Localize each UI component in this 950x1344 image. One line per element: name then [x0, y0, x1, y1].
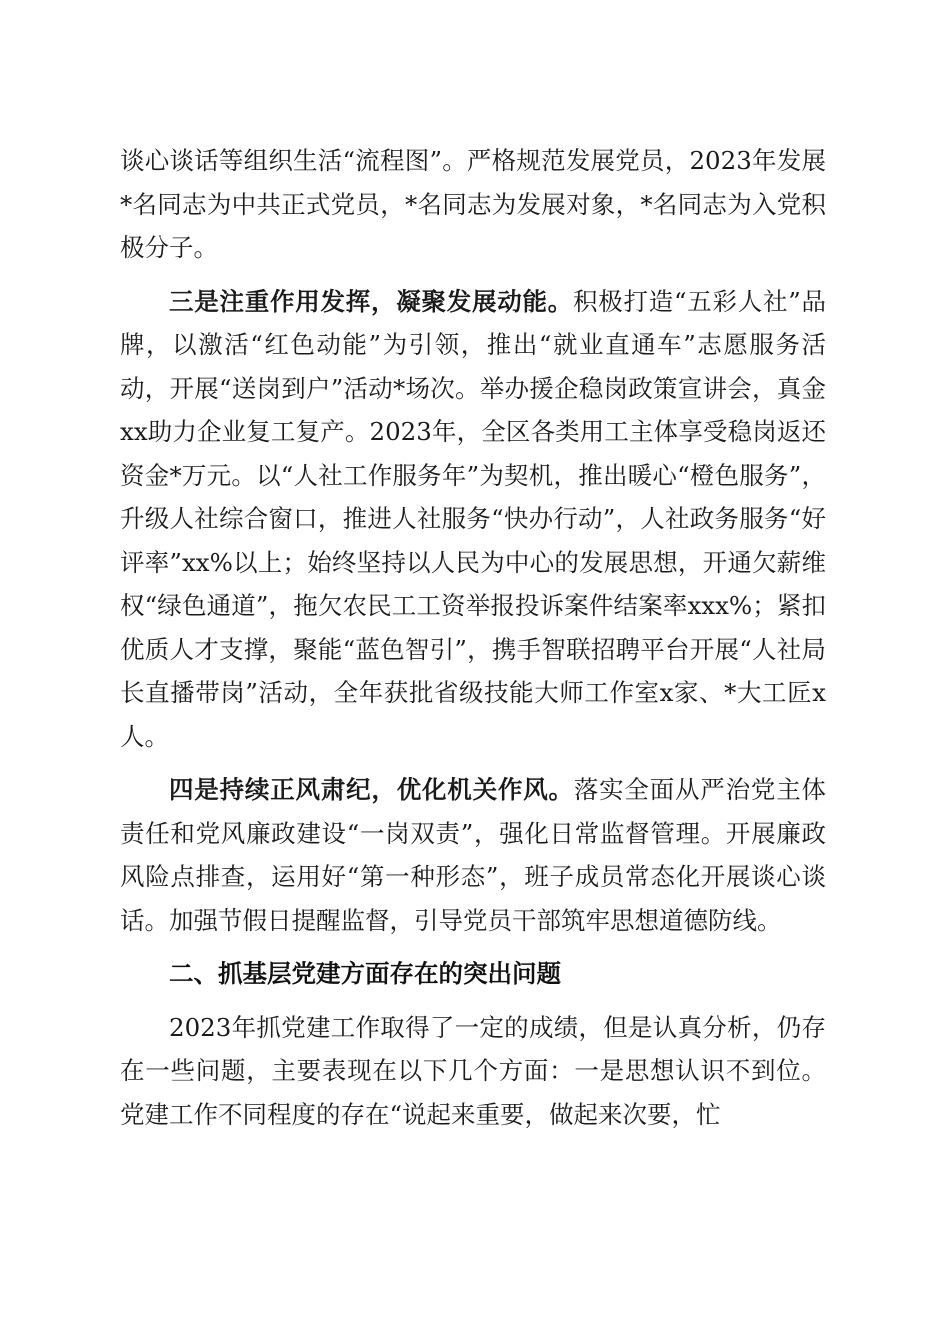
paragraph-text: 落实全面从严治党主体责任和党风廉政建设“一岗双责”，强化日常监督管理。开展廉政风险点排查，运用好“第一种形态”，班子成员常态化开展谈心谈话。加强节假日提醒监督，引导党员干部筑牢思想道德防线。: [120, 775, 827, 935]
paragraph-discipline: [120, 768, 826, 942]
paragraph-text: 谈心谈话等组织生活“流程图”。严格规范发展党员，2023年发展*名同志为中共正式党员，*名同志为发展对象，*名同志为入党积极分子。: [120, 146, 826, 262]
section-heading: 二、抓基层党建方面存在的突出问题: [169, 959, 561, 988]
paragraph-organizational-life: [120, 139, 826, 270]
paragraph-text: 2023年抓党建工作取得了一定的成绩，但是认真分析，仍存在一些问题，主要表现在以下几个方面：一是思想认识不到位。党建工作不同程度的存在“说起来重要，做起来次要，忙: [120, 1012, 826, 1129]
paragraph-lead-heading: 四是持续正风肃纪，优化机关作风。: [169, 775, 574, 804]
document-body: [120, 139, 826, 1146]
paragraph-text: 积极打造“五彩人社”品牌，以激活“红色动能”为引领，推出“就业直通车”志愿服务活动，开展“送岗到户”活动*场次。举办援企稳岗政策宣讲会，真金xx助力企业复工复产。2023年，全区各类用工主体享受稳岗返还资金*万元。以“人社工作服务年”为契机，推出暖心“橙色服务”，升级人社综合窗口，推进人社服务“快办行动”，人社政务服务“好评率”xx%以上；始终坚持以人民为中心的发展思想，开通欠薪维权“绿色通道”，拖欠农民工工资举报投诉案件结案率xxx%；紧扣优质人才支撑，聚能“蓝色智引”，携手智联招聘平台开展“人社局长直播带岗”活动，全年获批省级技能大师工作室x家、*大工匠x人。: [120, 286, 826, 751]
paragraph-problems-intro: [120, 1006, 826, 1137]
paragraph-role-play: [120, 280, 826, 759]
paragraph-lead-heading: 三是注重作用发挥，凝聚发展动能。: [169, 286, 573, 316]
